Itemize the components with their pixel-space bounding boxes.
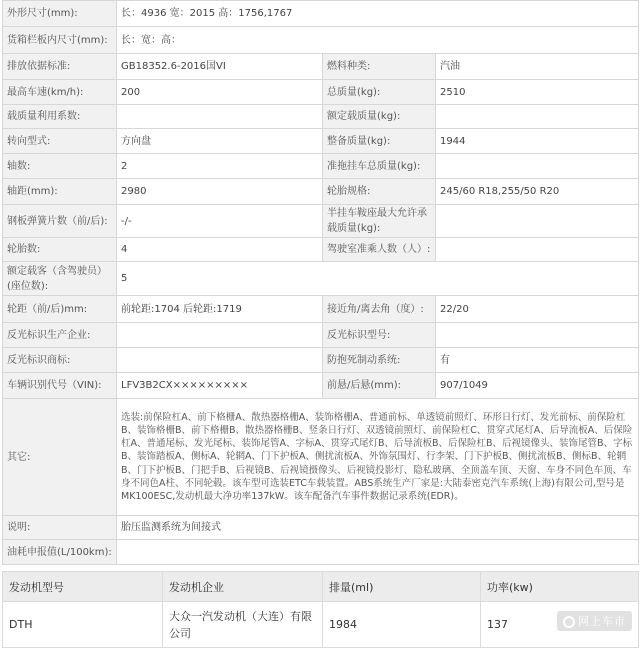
spec-value: -/- [117, 205, 323, 238]
spec-row [3, 540, 639, 565]
spec-value [117, 348, 323, 373]
spec-value: 方向盘 [117, 129, 323, 154]
spec-label: 反光标识型号: [323, 323, 436, 348]
spec-table [2, 0, 639, 565]
spec-row [3, 1, 639, 27]
watermark-text: 网上车市 [578, 615, 626, 628]
spec-label: 说明: [3, 516, 117, 540]
spec-value [436, 205, 639, 238]
engine-row [3, 602, 639, 648]
spec-value: 200 [117, 80, 323, 105]
spec-label: 额定载客（含驾驶员）(座位数): [3, 262, 117, 296]
spec-value: 4 [117, 238, 323, 262]
spec-label: 载质量利用系数: [3, 105, 117, 129]
spec-label: 总质量(kg): [323, 80, 436, 105]
spec-value [117, 540, 639, 565]
spec-label: 轴数: [3, 154, 117, 179]
spec-value: 汽油 [436, 54, 639, 80]
engine-header-row [3, 572, 639, 602]
spec-row [3, 54, 639, 80]
spec-value: 2980 [117, 179, 323, 205]
spec-row [3, 154, 639, 179]
spec-value: 长：4936 宽：2015 高：1756,1767 [117, 1, 639, 27]
spec-label: 反光标识商标: [3, 348, 117, 373]
engine-header-model: 发动机型号 [3, 572, 163, 602]
spec-label: 最高车速(km/h): [3, 80, 117, 105]
spec-value: 5 [117, 262, 639, 296]
spec-table-body [3, 1, 639, 565]
spec-value [436, 238, 639, 262]
spec-label: 转向型式: [3, 129, 117, 154]
engine-model: DTH [3, 602, 163, 648]
engine-header-power: 功率(kw) [481, 572, 639, 602]
spec-value: 1944 [436, 129, 639, 154]
spec-row [3, 323, 639, 348]
spec-value: 22/20 [436, 296, 639, 323]
spec-row [3, 179, 639, 205]
spec-value: 245/60 R18,255/50 R20 [436, 179, 639, 205]
spec-value: 胎压监测系统为间接式 [117, 516, 639, 540]
spec-label: 外形尺寸(mm): [3, 1, 117, 27]
spec-value [436, 105, 639, 129]
spec-value: 长：宽：高： [117, 27, 639, 54]
spec-label: 钢板弹簧片数（前/后): [3, 205, 117, 238]
spec-row [3, 399, 639, 516]
spec-value: 前轮距:1704 后轮距:1719 [117, 296, 323, 323]
spec-value: LFV3B2CX××××××××× [117, 373, 323, 399]
spec-label: 轴距(mm): [3, 179, 117, 205]
spec-value: 2510 [436, 80, 639, 105]
spec-value: 907/1049 [436, 373, 639, 399]
spec-row [3, 238, 639, 262]
engine-header-maker: 发动机企业 [163, 572, 323, 602]
spec-label: 其它: [3, 399, 117, 516]
spec-label: 防抱死制动系统: [323, 348, 436, 373]
spec-label: 前悬/后悬(mm): [323, 373, 436, 399]
spec-label: 准拖挂车总质量(kg): [323, 154, 436, 179]
engine-maker: 大众一汽发动机（大连）有限公司 [163, 602, 323, 648]
spec-label: 油耗申报值(L/100km): [3, 540, 117, 565]
spec-value [117, 323, 323, 348]
spec-value [436, 154, 639, 179]
spec-label: 轮胎规格: [323, 179, 436, 205]
spec-label: 整备质量(kg): [323, 129, 436, 154]
spec-label: 燃料种类: [323, 54, 436, 80]
spec-value: GB18352.6-2016国VI [117, 54, 323, 80]
spec-label: 接近角/离去角（度）: [323, 296, 436, 323]
spec-value: 2 [117, 154, 323, 179]
spec-label: 货箱栏板内尺寸(mm): [3, 27, 117, 54]
engine-displacement: 1984 [323, 602, 481, 648]
spec-label: 车辆识别代号（VIN): [3, 373, 117, 399]
spec-row [3, 516, 639, 540]
spec-row [3, 80, 639, 105]
spec-label: 轮距（前/后)mm: [3, 296, 117, 323]
watermark [557, 611, 632, 631]
spec-label: 排放依据标准: [3, 54, 117, 80]
watermark-logo-icon [563, 616, 575, 628]
spec-other-text: 选装:前保险杠A、前下格栅A、散热器格栅A、装饰格栅A、普通前标、单透镜前照灯、环形日行灯、发光前标、前保险杠B、装饰格栅B、前下格栅B、散热器格栅B、竖条日行灯、双透镜前照灯、前保险杠C、贯穿式尾灯A、后导流板A、后保险杠A、普通尾标、发光尾标、装饰尾管A、字标A、贯穿式尾灯B、后导流板B、后保险杠B、后视镜像头、装饰尾管B、字标B、装饰踏板A、侧标A、轮辋A、门下护板A、侧扰流板A、外饰氛围灯、行李架、门下护板B、侧扰流板B、侧标B、轮辋B、门下护板B、门把手B、后视镜B、后视镜摄像头、后视镜投影灯、隐私玻璃、全顶盖车顶、天窗、车身不同色车顶、车身不同色A柱、不同轮毂。该车型可选装ETC车载装置。ABS系统生产厂家是:大陆泰密克汽车系统(上海)有限公司,型号是MK100ESC,发动机最大净功率137kW。该车配备汽车事件数据记录系统(EDR)。 [117, 399, 639, 516]
spec-row [3, 296, 639, 323]
spec-label: 驾驶室准乘人数（人）: [323, 238, 436, 262]
engine-table [2, 571, 639, 648]
spec-value: 有 [436, 348, 639, 373]
spec-label: 反光标识生产企业: [3, 323, 117, 348]
spec-value [117, 105, 323, 129]
spec-row [3, 27, 639, 54]
spec-row [3, 105, 639, 129]
spec-row [3, 262, 639, 296]
spec-value [436, 323, 639, 348]
spec-row [3, 348, 639, 373]
engine-header-displacement: 排量(ml) [323, 572, 481, 602]
engine-power: 137 [481, 602, 639, 648]
spec-label: 额定载质量(kg): [323, 105, 436, 129]
spec-row [3, 373, 639, 399]
spec-label: 轮胎数: [3, 238, 117, 262]
spec-row [3, 205, 639, 238]
spec-row [3, 129, 639, 154]
spec-label: 半挂车鞍座最大允许承载质量(kg): [323, 205, 436, 238]
